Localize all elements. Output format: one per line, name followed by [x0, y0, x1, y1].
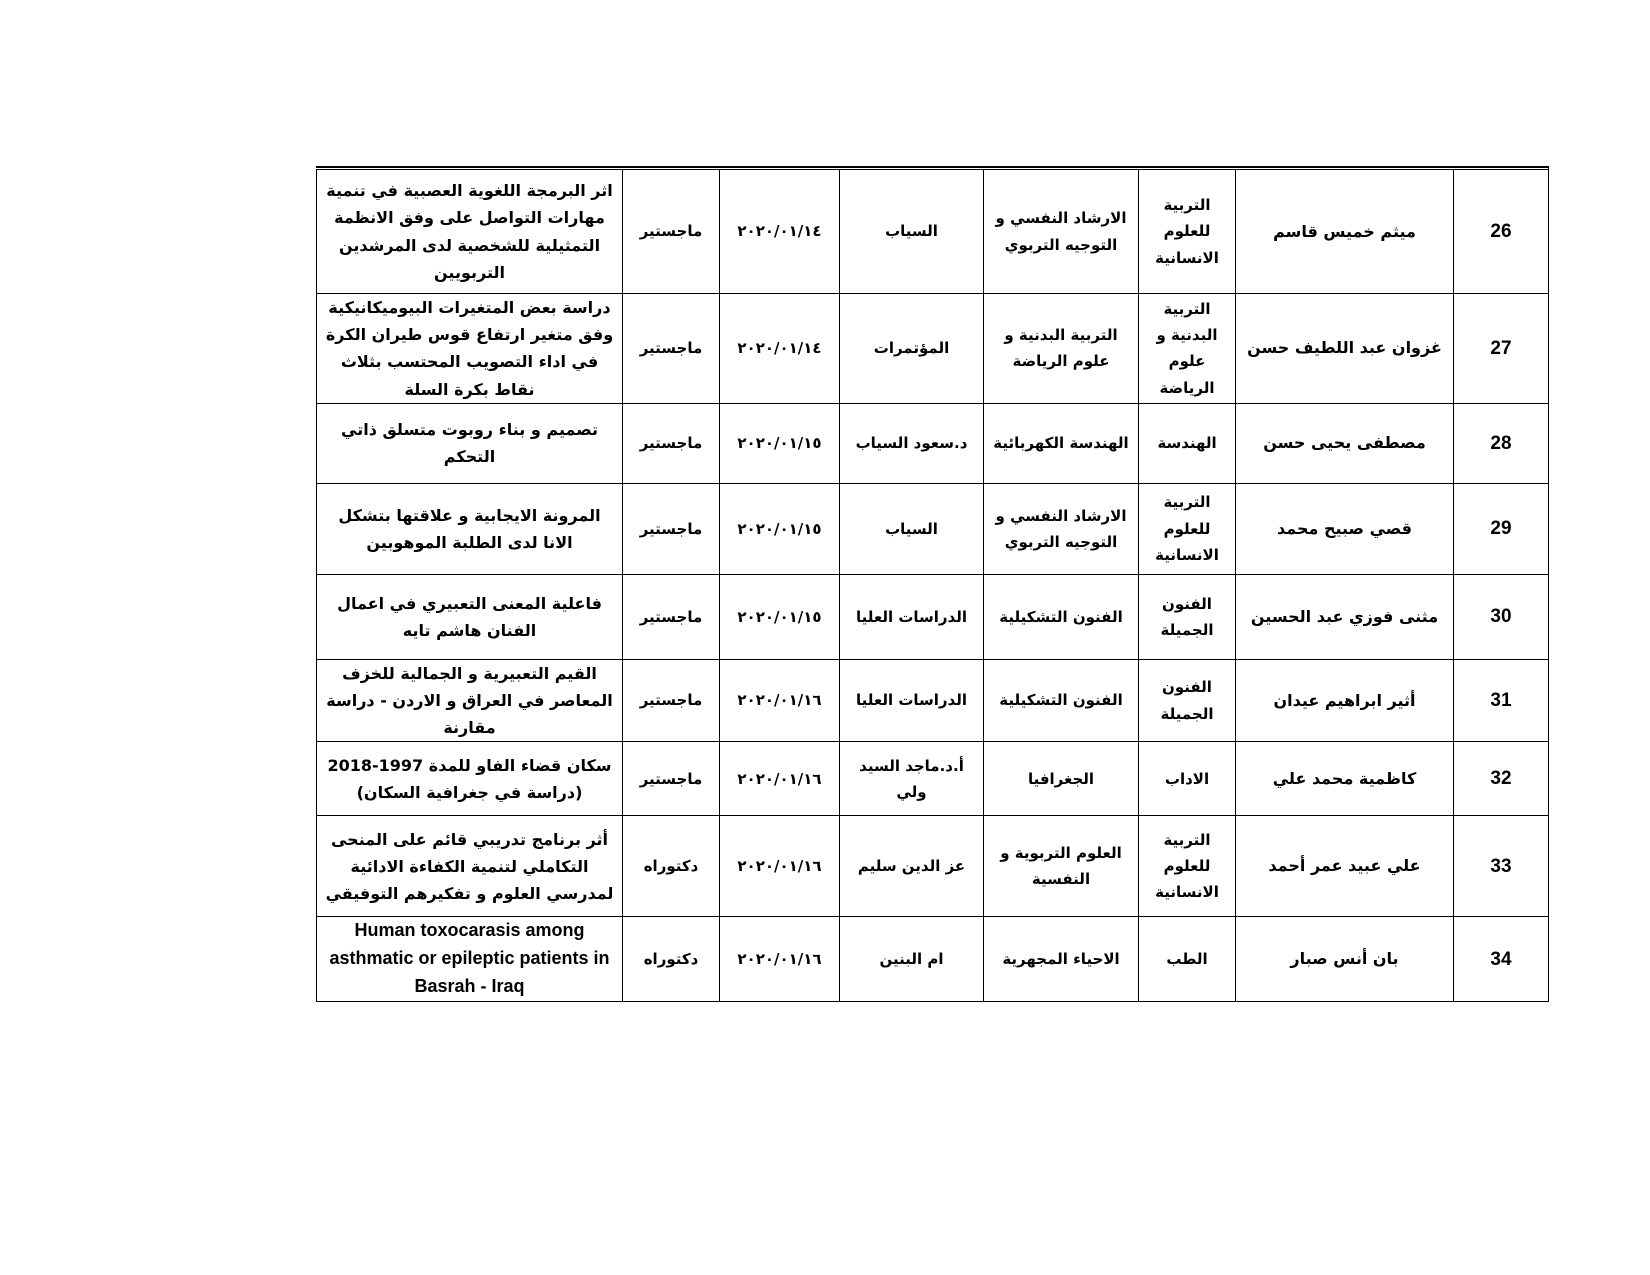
department: العلوم التربوية و النفسية: [984, 816, 1139, 917]
degree: ماجستير: [623, 742, 720, 816]
table-row: [317, 574, 1549, 659]
thesis-title: دراسة بعض المتغيرات البيوميكانيكية وفق متغير ارتفاع قوس طيران الكرة في اداء التصويب المحتسب بثلاث نقاط بكرة السلة: [317, 294, 623, 404]
college: التربية للعلوم الانسانية: [1139, 483, 1236, 574]
defense-date: ٢٠٢٠/٠١/١٥: [720, 574, 840, 659]
table-row: [317, 294, 1549, 404]
college: التربية للعلوم الانسانية: [1139, 816, 1236, 917]
venue: أ.د.ماجد السيد ولي: [840, 742, 984, 816]
row-number: 27: [1454, 294, 1549, 404]
defense-date: ٢٠٢٠/٠١/١٥: [720, 403, 840, 483]
defense-date: ٢٠٢٠/٠١/١٥: [720, 483, 840, 574]
thesis-title: اثر البرمجة اللغوية العصبية في تنمية مهارات التواصل على وفق الانظمة التمثيلية للشخصية لدى المرشدين التربويين: [317, 170, 623, 294]
department: التربية البدنية و علوم الرياضة: [984, 294, 1139, 404]
row-number: 26: [1454, 170, 1549, 294]
row-number: 33: [1454, 816, 1549, 917]
defense-date: ٢٠٢٠/٠١/١٦: [720, 659, 840, 742]
college: التربية للعلوم الانسانية: [1139, 170, 1236, 294]
defense-date: ٢٠٢٠/٠١/١٤: [720, 294, 840, 404]
thesis-title: أثر برنامج تدريبي قائم على المنحى التكاملي لتنمية الكفاءة الادائية لمدرسي العلوم و تفكيرهم التوفيقي: [317, 816, 623, 917]
student-name: مصطفى يحيى حسن: [1236, 403, 1454, 483]
student-name: ميثم خميس قاسم: [1236, 170, 1454, 294]
department: الفنون التشكيلية: [984, 659, 1139, 742]
degree: ماجستير: [623, 574, 720, 659]
defense-schedule-table: [316, 169, 1549, 1002]
thesis-title: سكان قضاء الفاو للمدة 1997-2018 (دراسة في جغرافية السكان): [317, 742, 623, 816]
table-row: [317, 742, 1549, 816]
degree: دكتوراه: [623, 816, 720, 917]
table-row: [317, 403, 1549, 483]
thesis-title: القيم التعبيرية و الجمالية للخزف المعاصر في العراق و الاردن - دراسة مقارنة: [317, 659, 623, 742]
student-name: مثنى فوزي عبد الحسين: [1236, 574, 1454, 659]
degree: ماجستير: [623, 170, 720, 294]
department: الفنون التشكيلية: [984, 574, 1139, 659]
degree: دكتوراه: [623, 917, 720, 1002]
venue: عز الدين سليم: [840, 816, 984, 917]
college: الهندسة: [1139, 403, 1236, 483]
defense-date: ٢٠٢٠/٠١/١٦: [720, 816, 840, 917]
student-name: بان أنس صبار: [1236, 917, 1454, 1002]
venue: الدراسات العليا: [840, 659, 984, 742]
student-name: علي عبيد عمر أحمد: [1236, 816, 1454, 917]
defense-date: ٢٠٢٠/٠١/١٦: [720, 917, 840, 1002]
table-row: [317, 659, 1549, 742]
venue: المؤتمرات: [840, 294, 984, 404]
venue: الدراسات العليا: [840, 574, 984, 659]
row-number: 28: [1454, 403, 1549, 483]
department: الهندسة الكهربائية: [984, 403, 1139, 483]
student-name: قصي صبيح محمد: [1236, 483, 1454, 574]
college: الفنون الجميلة: [1139, 574, 1236, 659]
venue: السياب: [840, 170, 984, 294]
student-name: غزوان عبد اللطيف حسن: [1236, 294, 1454, 404]
college: الفنون الجميلة: [1139, 659, 1236, 742]
college: الاداب: [1139, 742, 1236, 816]
row-number: 31: [1454, 659, 1549, 742]
college: الطب: [1139, 917, 1236, 1002]
degree: ماجستير: [623, 294, 720, 404]
row-number: 34: [1454, 917, 1549, 1002]
degree: ماجستير: [623, 403, 720, 483]
row-number: 32: [1454, 742, 1549, 816]
thesis-title: المرونة الايجابية و علاقتها بتشكل الانا لدى الطلبة الموهوبين: [317, 483, 623, 574]
thesis-title: Human toxocarasis among asthmatic or epileptic patients in Basrah - Iraq: [317, 917, 623, 1002]
college: التربية البدنية و علوم الرياضة: [1139, 294, 1236, 404]
department: الارشاد النفسي و التوجيه التربوي: [984, 483, 1139, 574]
student-name: أثير ابراهيم عيدان: [1236, 659, 1454, 742]
venue: السياب: [840, 483, 984, 574]
venue: د.سعود السياب: [840, 403, 984, 483]
table-row: [317, 483, 1549, 574]
degree: ماجستير: [623, 483, 720, 574]
thesis-title: تصميم و بناء روبوت متسلق ذاتي التحكم: [317, 403, 623, 483]
defense-date: ٢٠٢٠/٠١/١٤: [720, 170, 840, 294]
row-number: 30: [1454, 574, 1549, 659]
department: الارشاد النفسي و التوجيه التربوي: [984, 170, 1139, 294]
table-row: [317, 917, 1549, 1002]
table-row: [317, 170, 1549, 294]
department: الاحياء المجهرية: [984, 917, 1139, 1002]
thesis-title: فاعلية المعنى التعبيري في اعمال الفنان هاشم تايه: [317, 574, 623, 659]
department: الجغرافيا: [984, 742, 1139, 816]
defense-date: ٢٠٢٠/٠١/١٦: [720, 742, 840, 816]
student-name: كاظمية محمد علي: [1236, 742, 1454, 816]
row-number: 29: [1454, 483, 1549, 574]
degree: ماجستير: [623, 659, 720, 742]
table-row: [317, 816, 1549, 917]
table-top-rule: [316, 166, 1548, 168]
venue: ام البنين: [840, 917, 984, 1002]
